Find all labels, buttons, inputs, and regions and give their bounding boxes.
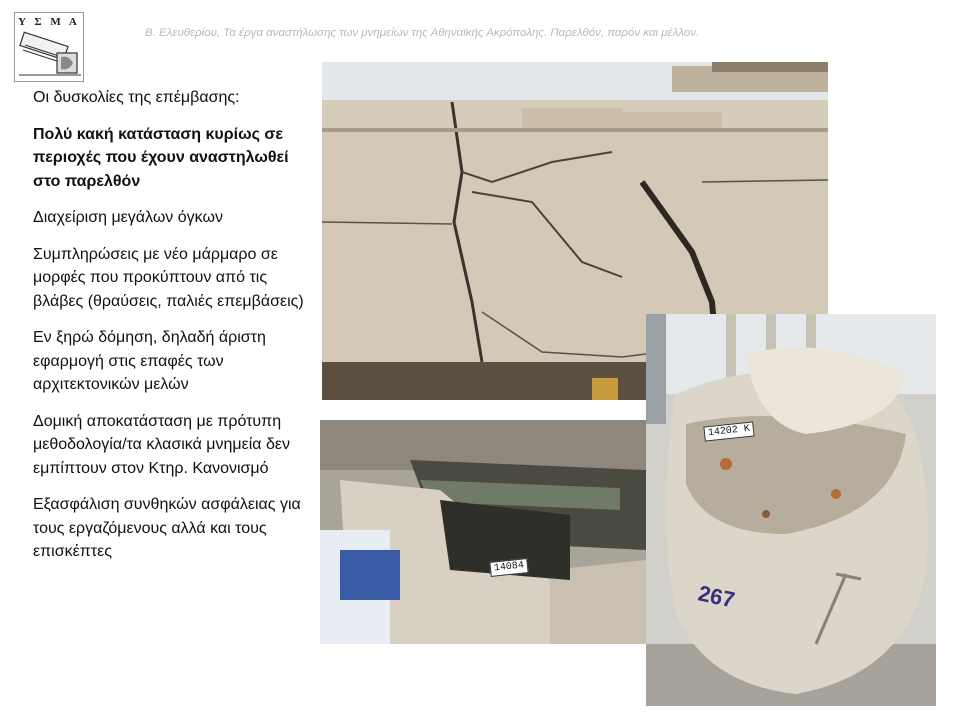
marble-blocks-photo [320,420,646,644]
item-large-volumes: Διαχείριση μεγάλων όγκων [33,209,223,226]
item-poor-condition: Πολύ κακή κατάσταση κυρίως σε περιοχές που έχουν αναστηλωθεί στο παρελθόν [33,125,289,190]
difficulties-text-block [33,86,318,577]
block-label-tag: 14084 [489,558,528,577]
item-new-marble-infills: Συμπληρώσεις με νέο μάρμαρο σε μορφές που προκύπτουν από τις βλάβες (θραύσεις, παλιές επεμβάσεις) [33,245,304,310]
damaged-fragment-photo [646,314,936,706]
heading: Οι δυσκολίες της επέμβασης: [33,89,240,106]
item-dry-masonry: Εν ξηρώ δόμηση, δηλαδή άριστη εφαρμογή στις επαφές των αρχιτεκτονικών μελών [33,329,266,393]
painted-number: 267 [695,580,738,613]
fragment-label-tag: 14202 K [703,421,754,441]
item-safety-conditions: Εξασφάλιση συνθηκών ασφάλειας για τους εργαζόμενους αλλά και τους επισκέπτες [33,496,301,560]
column-fragment-logo-icon [19,31,81,79]
ysma-logo [14,12,84,82]
logo-text: Y Σ M A [18,16,80,28]
slide-header-citation: Β. Ελευθερίου, Τα έργα αναστήλωσης των μνημείων της Αθηναϊκής Ακρόπολης. Παρελθόν, παρόν και μέλλον. [145,27,700,39]
item-structural-restoration: Δομική αποκατάσταση με πρότυπη μεθοδολογία/τα κλασικά μνημεία δεν εμπίπτουν στον Κτηρ. Κανονισμό [33,412,291,477]
